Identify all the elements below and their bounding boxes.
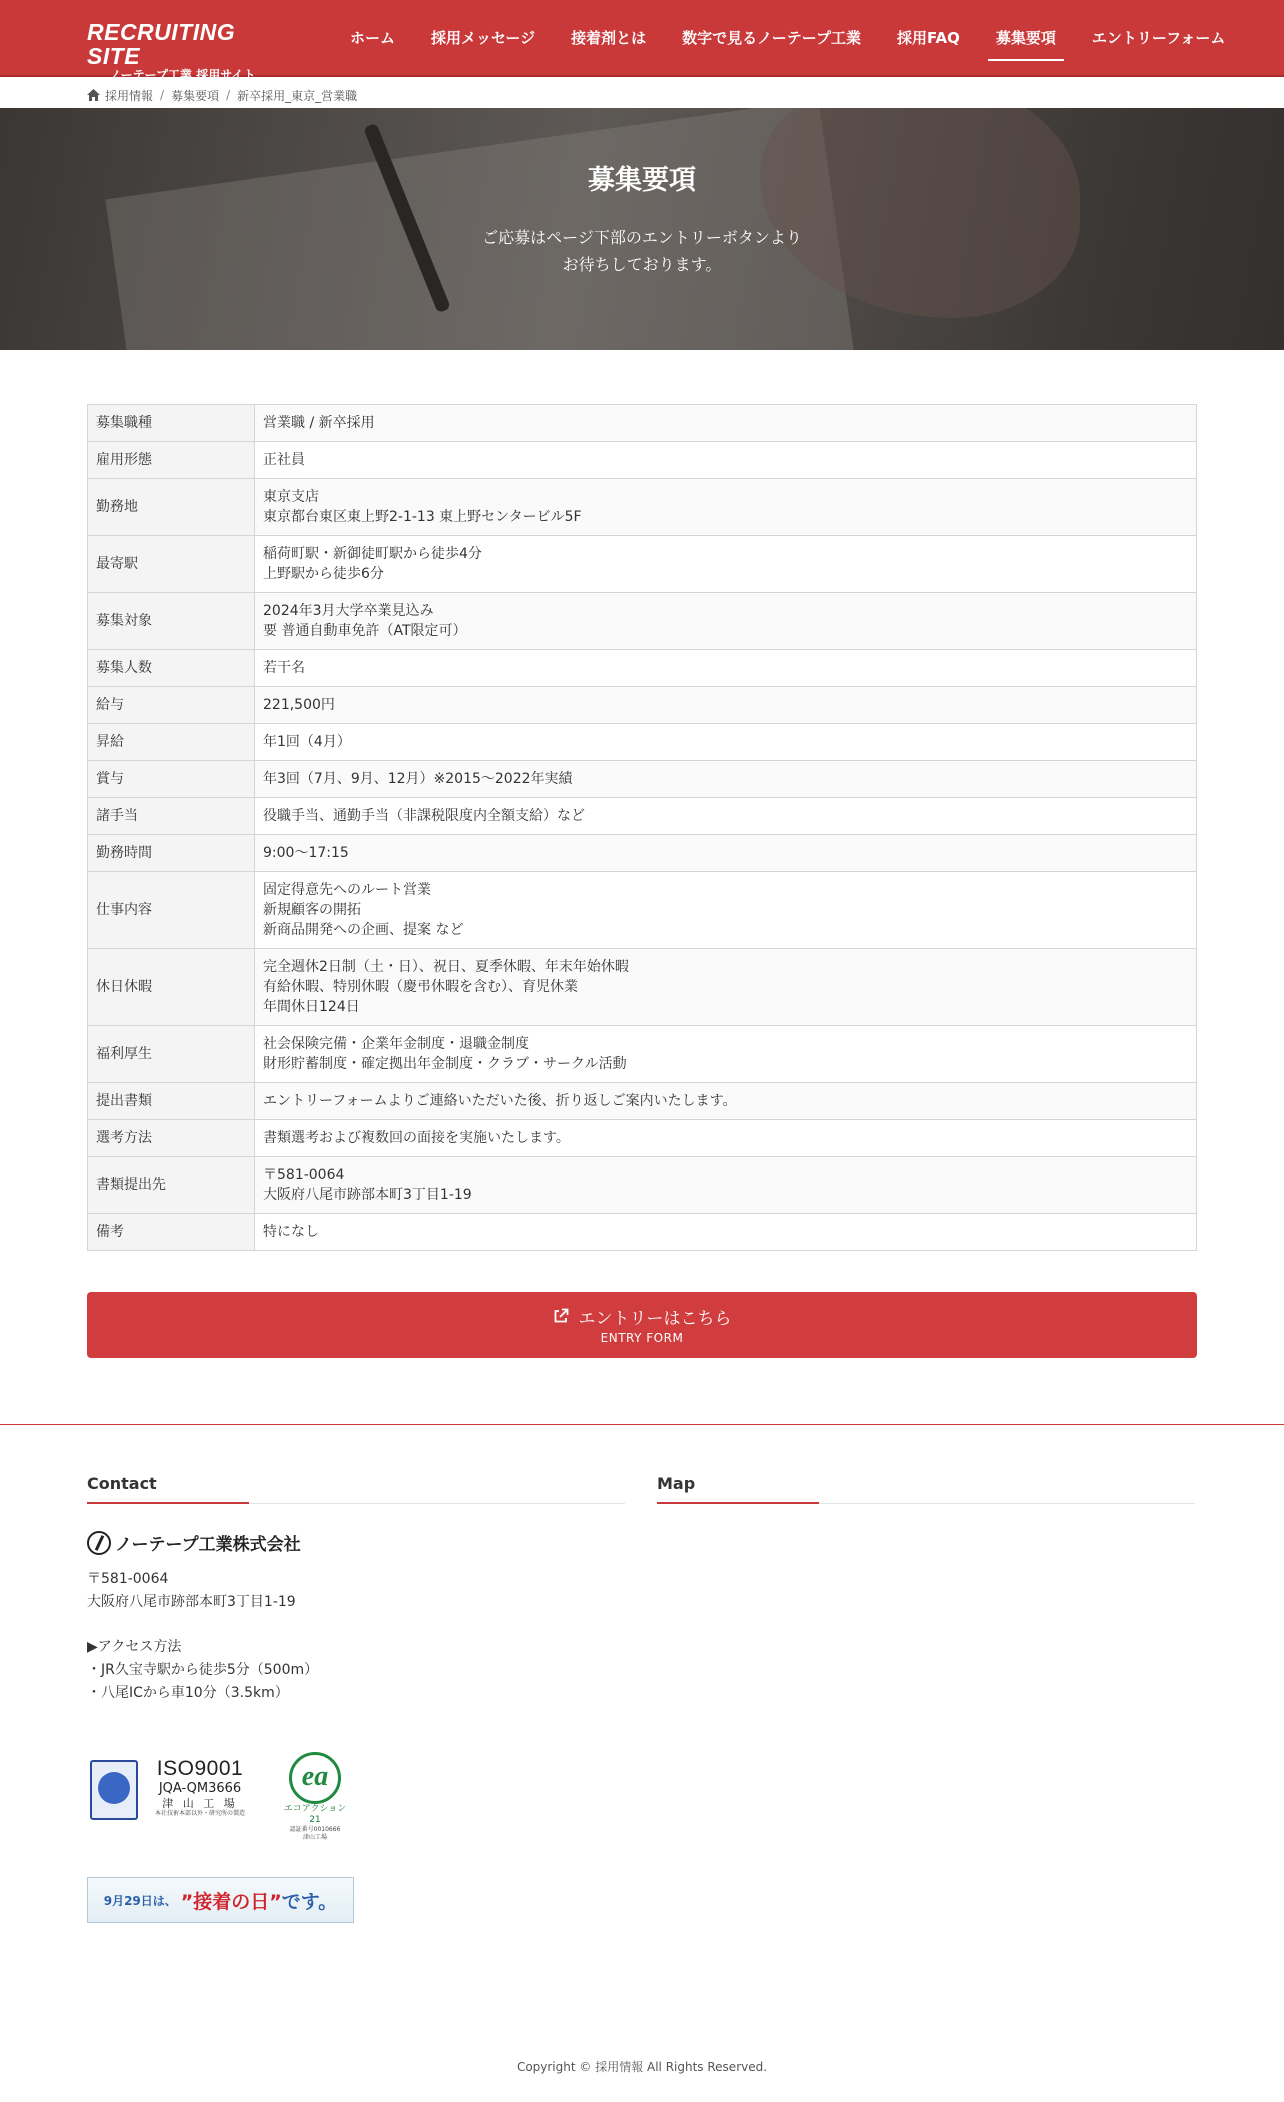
access-info [87, 1636, 318, 1705]
table-row [88, 724, 1197, 761]
table-row [88, 442, 1197, 479]
table-row [88, 1214, 1197, 1251]
row-value [255, 761, 1197, 798]
company-name: ノーテープ工業株式会社 [115, 1535, 301, 1555]
row-value [255, 1083, 1197, 1120]
row-value-line: 新規顧客の開拓 [263, 902, 361, 918]
breadcrumb-separator: / [160, 88, 165, 102]
footer-contact [87, 1474, 625, 1701]
row-label: 募集対象 [88, 593, 255, 650]
access-line: ・八尾ICから車10分（3.5km） [87, 1685, 289, 1701]
iso-scope: 本社技術本部以外・研究所の製造 [154, 1810, 245, 1817]
contact-heading: Contact [87, 1474, 625, 1504]
nav-requirements[interactable]: 募集要項 [978, 0, 1074, 77]
row-label: 提出書類 [88, 1083, 255, 1120]
row-value-line: 〒581-0064 [263, 1167, 345, 1183]
breadcrumb-home-link[interactable]: 採用情報 [105, 88, 154, 103]
row-label: 休日休暇 [88, 949, 255, 1026]
row-value-line: 財形貯蓄制度・確定拠出年金制度・クラブ・サークル活動 [263, 1056, 627, 1072]
row-value-line: 稲荷町駅・新御徒町駅から徒歩4分 [263, 546, 482, 562]
row-value-line: 221,500円 [263, 697, 335, 713]
address-line: 大阪府八尾市跡部本町3丁目1-19 [87, 1594, 296, 1610]
row-value [255, 593, 1197, 650]
page-title: 募集要項 [588, 165, 696, 196]
row-value-line: エントリーフォームよりご連絡いただいた後、折り返しご案内いたします。 [263, 1093, 737, 1109]
logo-main-text: RECRUITING SITE [87, 19, 236, 69]
footer-divider [0, 1424, 1284, 1425]
eco-action-badge [280, 1752, 350, 1841]
iso-text [145, 1757, 255, 1818]
nav-home[interactable]: ホーム [350, 29, 396, 47]
row-value [255, 405, 1197, 442]
table-row [88, 405, 1197, 442]
hero-line: お待ちしております。 [562, 255, 722, 274]
row-value [255, 687, 1197, 724]
map-heading: Map [657, 1474, 1195, 1504]
table-row [88, 536, 1197, 593]
row-value-line: 若干名 [263, 660, 305, 676]
hero-description [0, 224, 1284, 278]
row-value [255, 724, 1197, 761]
row-value-line: 上野駅から徒歩6分 [263, 566, 384, 582]
row-value-line: 年1回（4月） [263, 734, 351, 750]
entry-button-label: エントリーはこちら [578, 1308, 732, 1329]
table-row [88, 761, 1197, 798]
ea-facility: 津山工場 [302, 1834, 327, 1841]
table-row [88, 872, 1197, 949]
table-row [88, 479, 1197, 536]
row-value [255, 650, 1197, 687]
postal-code: 〒581-0064 [87, 1571, 169, 1587]
row-label: 募集人数 [88, 650, 255, 687]
row-label: 勤務時間 [88, 835, 255, 872]
nav-adhesive[interactable]: 接着剤とは [571, 29, 647, 47]
row-value-line: 要 普通自動車免許（AT限定可） [263, 623, 467, 639]
row-label: 給与 [88, 687, 255, 724]
table-row [88, 1026, 1197, 1083]
row-label: 仕事内容 [88, 872, 255, 949]
copyright: Copyright © 採用情報 All Rights Reserved. [516, 2060, 768, 2074]
nav-entry-form[interactable]: エントリーフォーム [1091, 29, 1226, 47]
breadcrumb-section-link[interactable]: 募集要項 [171, 88, 220, 103]
row-label: 諸手当 [88, 798, 255, 835]
row-label: 福利厚生 [88, 1026, 255, 1083]
table-row [88, 1083, 1197, 1120]
row-value-line: 営業職 / 新卒採用 [263, 415, 375, 431]
company-mark-icon [87, 1531, 111, 1555]
external-link-icon [553, 1308, 569, 1324]
row-value-line: 東京支店 [263, 489, 319, 505]
row-value [255, 1026, 1197, 1083]
row-value [255, 835, 1197, 872]
row-value [255, 1120, 1197, 1157]
entry-button-sub: ENTRY FORM [600, 1331, 684, 1345]
row-label: 最寄駅 [88, 536, 255, 593]
table-row [88, 798, 1197, 835]
row-value [255, 536, 1197, 593]
row-value [255, 872, 1197, 949]
row-value-line: 特になし [263, 1224, 319, 1240]
row-value-line: 新商品開発への企画、提案 など [263, 922, 464, 938]
site-header [0, 0, 1284, 82]
access-line: ・JR久宝寺駅から徒歩5分（500m） [87, 1662, 319, 1678]
row-value-line: 有給休暇、特別休暇（慶弔休暇を含む）、育児休業 [263, 979, 578, 995]
row-label: 賞与 [88, 761, 255, 798]
row-value-line: 2024年3月大学卒業見込み [263, 603, 434, 619]
row-value-line: 固定得意先へのルート営業 [263, 882, 431, 898]
entry-button-main [87, 1305, 1197, 1327]
company-logo [87, 1530, 301, 1555]
table-row [88, 650, 1197, 687]
logo-sub-text: ノーテープ工業 採用サイト [109, 68, 256, 82]
adhesive-day-banner[interactable] [87, 1877, 354, 1923]
row-value-line: 年間休日124日 [263, 999, 360, 1015]
iso-title: ISO9001 [156, 1757, 244, 1780]
nav-faq[interactable]: 採用FAQ [896, 29, 960, 47]
global-nav [332, 0, 1243, 77]
company-address [87, 1568, 296, 1614]
iso-code: JQA-QM3666 [158, 1781, 242, 1796]
row-label: 選考方法 [88, 1120, 255, 1157]
table-row [88, 593, 1197, 650]
footer-map [657, 1474, 1195, 1504]
row-value-line: 年3回（7月、9月、12月）※2015～2022年実績 [263, 771, 573, 787]
row-label: 昇給 [88, 724, 255, 761]
ea-name: エコアクション21 [283, 1804, 347, 1825]
row-label: 書類提出先 [88, 1157, 255, 1214]
row-value-line: 完全週休2日制（土・日）、祝日、夏季休暇、年末年始休暇 [263, 959, 629, 975]
ea-cert-number: 認証番号0010666 [289, 1826, 341, 1833]
site-logo[interactable] [87, 20, 287, 82]
row-value [255, 1157, 1197, 1214]
row-label: 雇用形態 [88, 442, 255, 479]
ea-logo-icon: ea [289, 1752, 341, 1804]
row-value-line: 東京都台東区東上野2-1-13 東上野センタービル5F [263, 509, 582, 525]
jqa-seal-icon [90, 1760, 138, 1820]
row-value-line: 社会保険完備・企業年金制度・退職金制度 [263, 1036, 529, 1052]
banner-post: です。 [281, 1890, 338, 1913]
row-value [255, 949, 1197, 1026]
row-value-line: 正社員 [263, 452, 305, 468]
row-value-line: 書類選考および複数回の面接を実施いたします。 [263, 1130, 570, 1146]
entry-button[interactable] [87, 1292, 1197, 1358]
home-icon [87, 89, 100, 101]
row-value [255, 798, 1197, 835]
row-value [255, 442, 1197, 479]
table-row [88, 949, 1197, 1026]
row-value-line: 大阪府八尾市跡部本町3丁目1-19 [263, 1187, 472, 1203]
banner-date: 9月29日は、 [103, 1893, 177, 1908]
breadcrumb-current: 新卒採用_東京_営業職 [237, 88, 358, 103]
requirements-table [87, 404, 1197, 1251]
nav-numbers[interactable]: 数字で見るノーテープ工業 [682, 29, 861, 47]
row-value-line: 9:00～17:15 [263, 845, 349, 861]
row-label: 募集職種 [88, 405, 255, 442]
row-value [255, 479, 1197, 536]
row-label: 備考 [88, 1214, 255, 1251]
nav-message[interactable]: 採用メッセージ [431, 29, 536, 47]
row-value [255, 1214, 1197, 1251]
banner-main: ”接着の日” [180, 1890, 282, 1913]
access-title: ▶アクセス方法 [87, 1639, 182, 1655]
table-row [88, 835, 1197, 872]
row-value-line: 役職手当、通勤手当（非課税限度内全額支給）など [263, 808, 585, 824]
row-label: 勤務地 [88, 479, 255, 536]
iso-facility: 津 山 工 場 [162, 1797, 238, 1810]
table-row [88, 687, 1197, 724]
hero-line: ご応募はページ下部のエントリーボタンより [482, 228, 802, 247]
hero-banner [0, 108, 1284, 350]
table-row [88, 1157, 1197, 1214]
iso-certification-badge [87, 1757, 247, 1823]
table-row [88, 1120, 1197, 1157]
breadcrumb-separator: / [226, 88, 231, 102]
breadcrumb [87, 84, 357, 106]
